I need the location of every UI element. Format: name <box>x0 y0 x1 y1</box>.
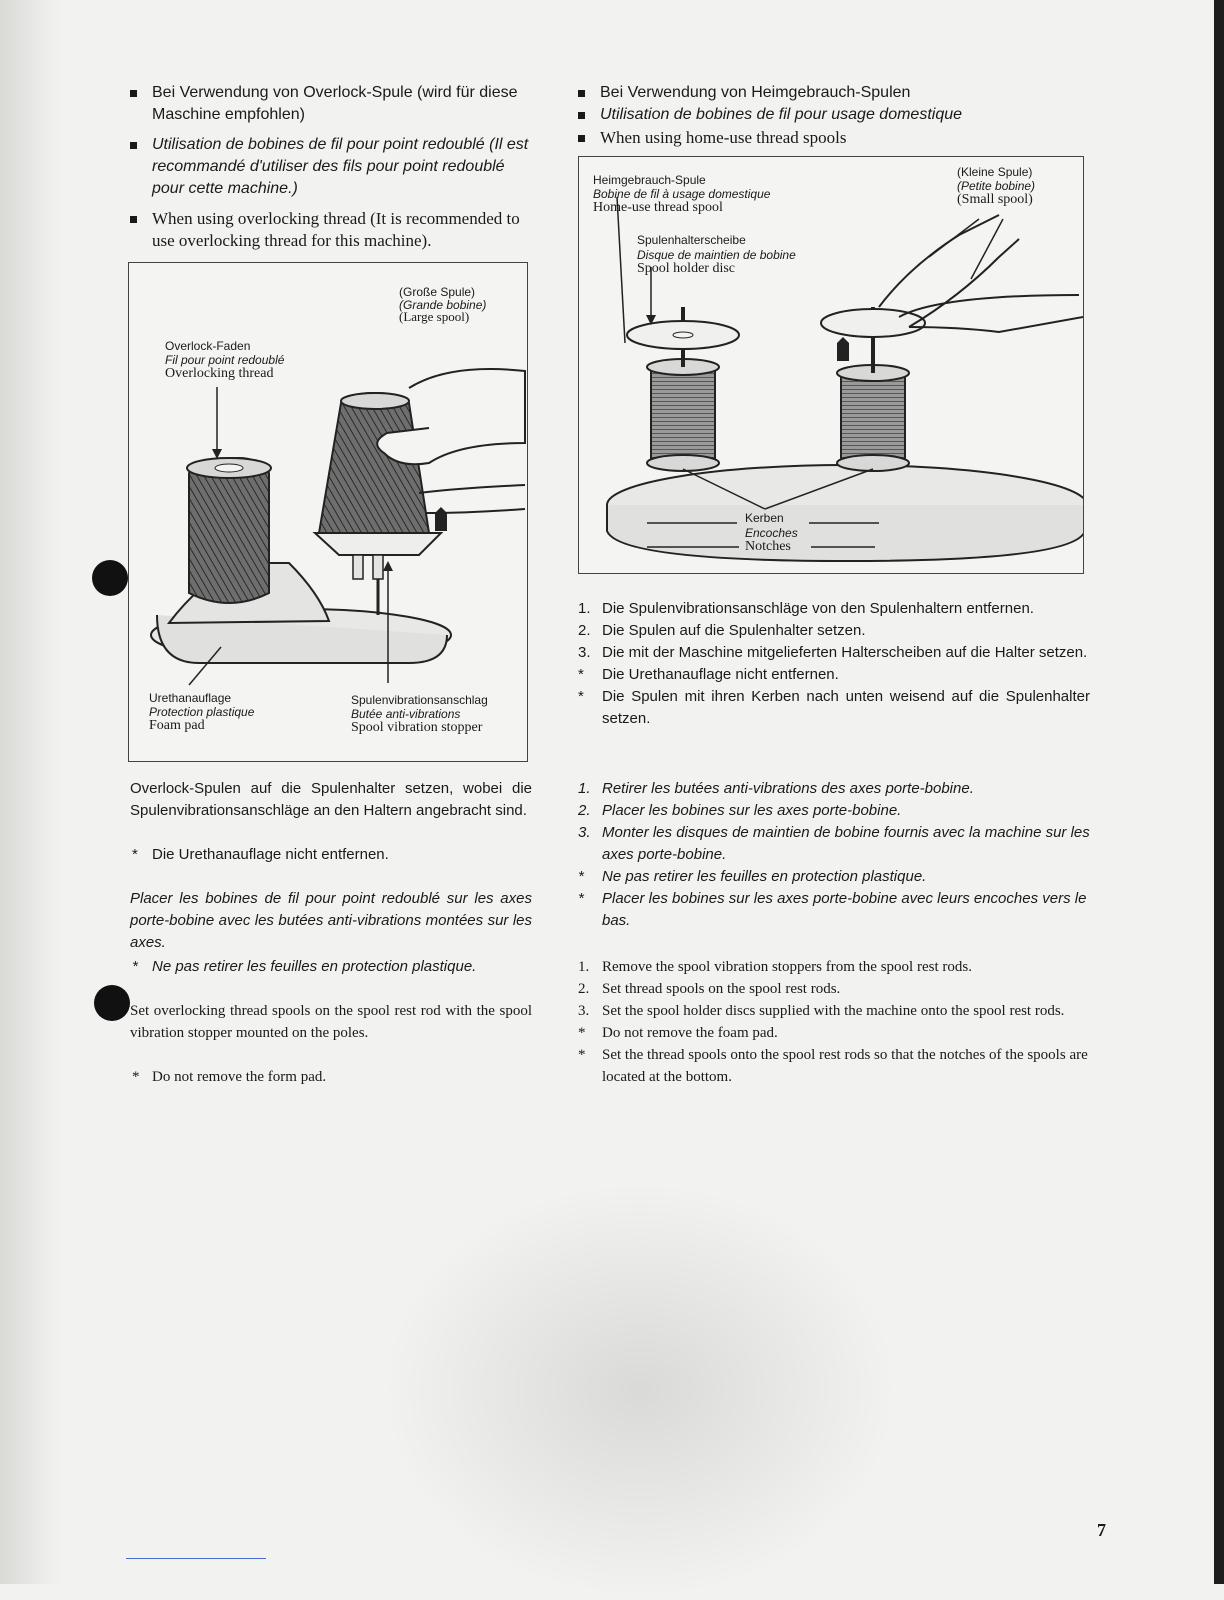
note-asterisk: * <box>132 846 138 863</box>
bullet-square-icon <box>130 90 137 97</box>
stopper-label-fr: Butée anti-vibrations <box>351 707 461 721</box>
left-en-note: * Do not remove the form pad. <box>132 1066 532 1088</box>
home-spool-label-fr: Bobine de fil à usage domestique <box>593 187 771 201</box>
left-bullet-fr: Utilisation de bobines de fil pour point redoublé (Il est recommandé d'utiliser des fils pour point redoublé pour cette machine.) <box>130 134 532 200</box>
scan-smudge <box>380 1180 900 1600</box>
left-bullet-de: Bei Verwendung von Overlock-Spule (wird für diese Maschine empfohlen) <box>130 82 532 126</box>
home-spool-label-de: Heimgebrauch-Spule <box>593 173 706 187</box>
binder-hole-top <box>92 560 128 596</box>
scan-edge-right <box>1214 0 1224 1584</box>
note-asterisk: * <box>132 958 138 975</box>
large-spool-label-de: (Große Spule) <box>399 285 476 299</box>
list-item: 3. Die mit der Maschine mitgelieferten Halterscheiben auf die Halter setzen. <box>578 644 1088 661</box>
scan-edge-left <box>0 0 62 1584</box>
list-item: 2. Placer les bobines sur les axes porte-bobine. <box>578 802 902 819</box>
bullet-square-icon <box>578 135 585 142</box>
bullet-square-icon <box>130 216 137 223</box>
bullet-square-icon <box>130 142 137 149</box>
page-number: 7 <box>1097 1520 1106 1540</box>
left-fr-paragraph: Placer les bobines de fil pour point redoublé sur les axes porte-bobine avec les butées anti-vibrations montées sur les axes. <box>130 890 532 951</box>
list-item: * Die Spulen mit ihren Kerben nach unten weisend auf die Spulenhalter setzen. <box>578 688 1090 727</box>
list-item: 3. Monter les disques de maintien de bobine fournis avec la machine sur les axes porte-bobine. <box>578 824 1090 863</box>
list-item: * Set the thread spools onto the spool rest rods so that the notches of the spools are located at the bottom. <box>578 1047 1088 1085</box>
list-item: 3. Set the spool holder discs supplied with the machine onto the spool rest rods. <box>578 1003 1065 1019</box>
list-item: * Die Urethanauflage nicht entfernen. <box>578 666 839 683</box>
right-bullet-de: Bei Verwendung von Heimgebrauch-Spulen <box>578 82 1088 104</box>
pad-label-fr: Protection plastique <box>149 705 255 719</box>
right-bullet-en: When using home-use thread spools <box>578 127 1088 149</box>
notch-label-fr: Encoches <box>745 526 798 540</box>
right-fr-steps <box>578 778 1090 932</box>
note-asterisk: * <box>132 1069 140 1085</box>
list-item: * Ne pas retirer les feuilles en protection plastique. <box>578 868 927 885</box>
left-fr-note: * Ne pas retirer les feuilles en protection plastique. <box>132 956 532 978</box>
notch-label-en: Notches <box>745 539 791 554</box>
binder-hole-bottom <box>94 985 130 1021</box>
disc-label-en: Spool holder disc <box>637 261 735 276</box>
right-en-steps <box>578 956 1090 1088</box>
notch-label-de: Kerben <box>745 511 784 525</box>
left-de-note: * Die Urethanauflage nicht entfernen. <box>132 844 532 866</box>
left-en-paragraph: Set overlocking thread spools on the spool rest rod with the spool vibration stopper mounted on the poles. <box>130 1003 532 1041</box>
list-item: * Do not remove the foam pad. <box>578 1025 778 1041</box>
home-spool-label-en: Home-use thread spool <box>593 200 723 215</box>
small-spool-label-en: (Small spool) <box>957 192 1033 207</box>
disc-label-de: Spulenhalterscheibe <box>637 233 746 247</box>
pad-label-en: Foam pad <box>149 718 205 733</box>
list-item: * Placer les bobines sur les axes porte-bobine avec leurs encoches vers le bas. <box>578 890 1087 929</box>
bullet-square-icon <box>578 112 585 119</box>
overlock-spool-figure <box>128 262 528 762</box>
home-spool-figure <box>578 156 1084 574</box>
overlock-spool-illustration <box>129 263 527 761</box>
left-bullet-en: When using overlocking thread (It is recommended to use overlocking thread for this machine). <box>130 208 532 252</box>
list-item: 2. Set thread spools on the spool rest rods. <box>578 981 841 997</box>
thread-label-en: Overlocking thread <box>165 366 274 381</box>
disc-label-fr: Disque de maintien de bobine <box>637 248 796 262</box>
right-de-steps <box>578 598 1090 730</box>
bullet-square-icon <box>578 90 585 97</box>
home-spool-illustration <box>579 157 1083 573</box>
large-spool-label-en: (Large spool) <box>399 309 470 324</box>
list-item: 2. Die Spulen auf die Spulenhalter setzen. <box>578 622 866 639</box>
small-spool-label-fr: (Petite bobine) <box>957 179 1036 193</box>
thread-label-de: Overlock-Faden <box>165 339 251 353</box>
list-item: 1. Remove the spool vibration stoppers from the spool rest rods. <box>578 959 972 975</box>
bottom-link-line <box>126 1558 266 1559</box>
stopper-label-en: Spool vibration stopper <box>351 720 483 735</box>
list-item: 1. Die Spulenvibrationsanschläge von den Spulenhaltern entfernen. <box>578 600 1034 617</box>
pad-label-de: Urethanauflage <box>149 691 232 705</box>
large-spool-label-fr: (Grande bobine) <box>399 298 487 312</box>
stopper-label-de: Spulenvibrationsanschlag <box>351 693 488 707</box>
list-item: 1. Retirer les butées anti-vibrations des axes porte-bobine. <box>578 780 974 797</box>
thread-label-fr: Fil pour point redoublé <box>165 353 285 367</box>
left-de-paragraph: Overlock-Spulen auf die Spulenhalter setzen, wobei die Spulenvibrationsanschläge an den Haltern angebracht sind. <box>130 780 532 819</box>
small-spool-label-de: (Kleine Spule) <box>957 165 1033 179</box>
right-bullet-fr: Utilisation de bobines de fil pour usage domestique <box>578 104 1088 126</box>
